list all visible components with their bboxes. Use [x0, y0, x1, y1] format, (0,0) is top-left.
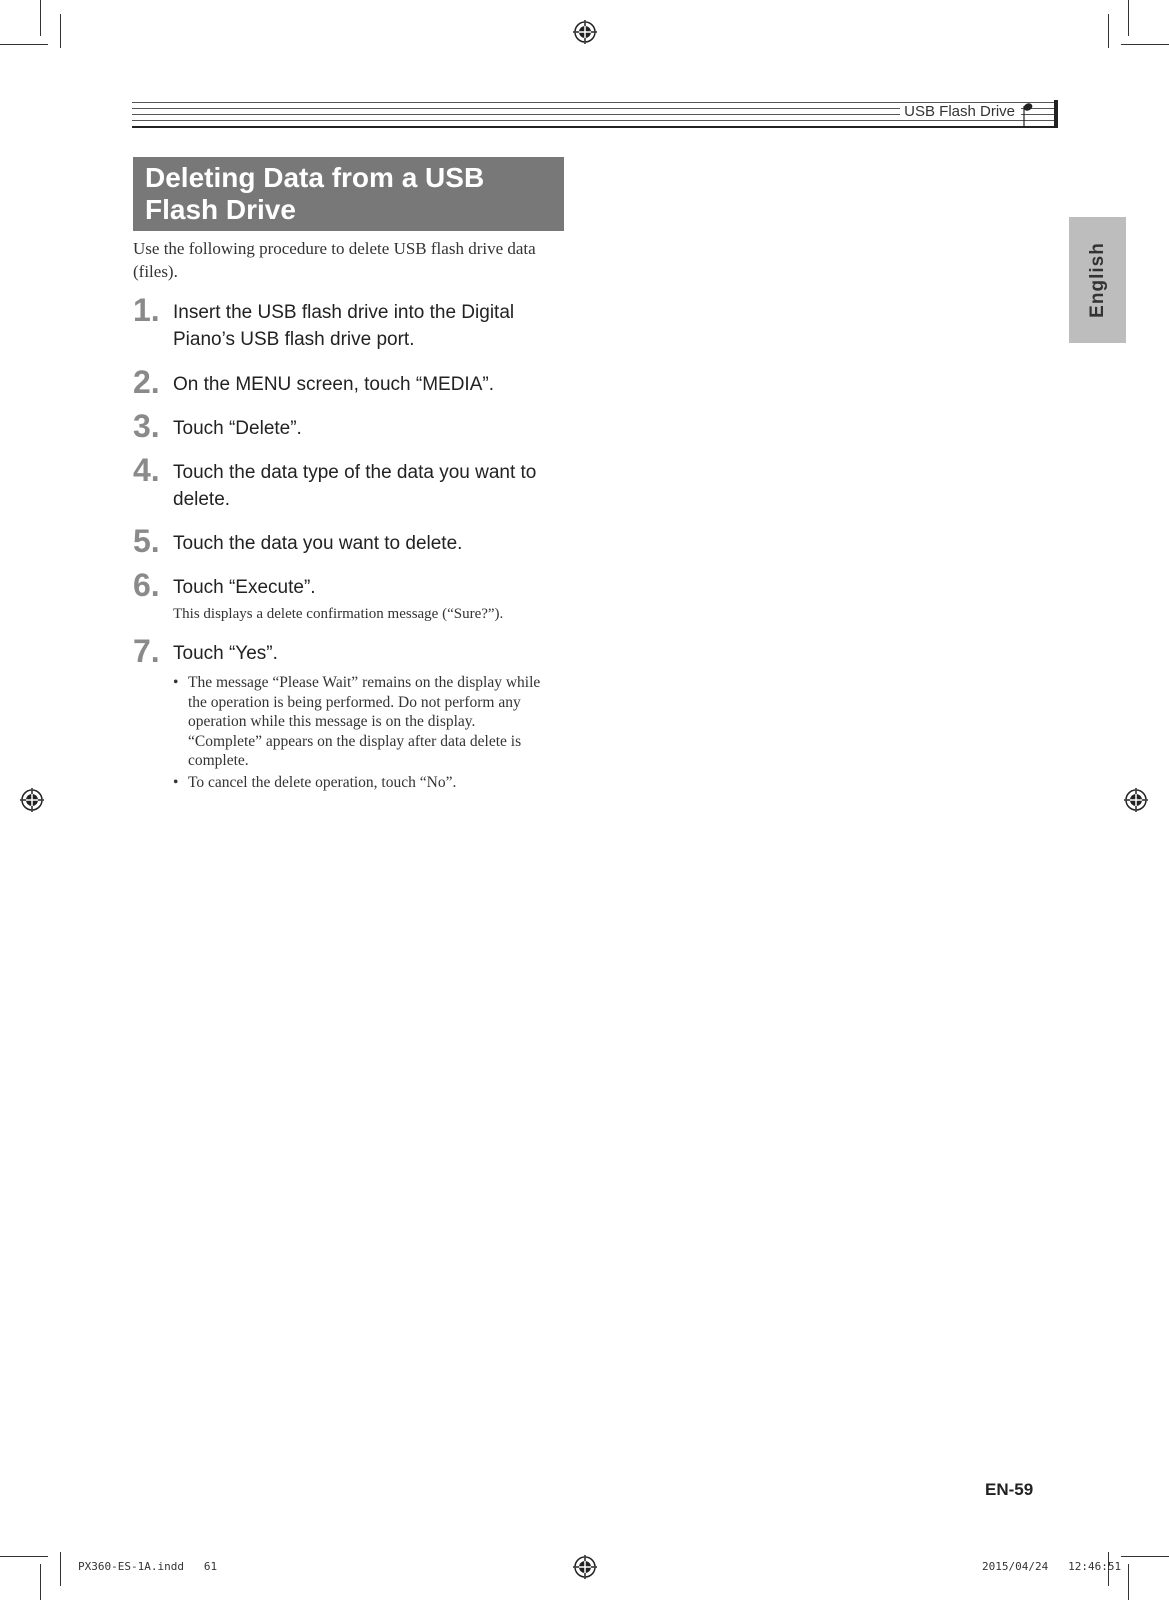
file-slug: PX360-ES-1A.indd 61 — [78, 1560, 218, 1573]
step-text: Touch “Delete”. — [173, 418, 302, 439]
step-text: Touch the data type of the data you want to delete. — [173, 462, 537, 510]
bullet-text: The message “Please Wait” remains on the display while the operation is being performed. Do not perform any operation while this message is on the display. “Complete” appears on the display after data delete is complete. — [188, 674, 541, 769]
step-number: 3. — [133, 408, 160, 444]
intro-text: Use the following procedure to delete USB flash drive data (files). — [133, 239, 536, 281]
step-number: 7. — [133, 633, 160, 669]
header-bar — [1054, 100, 1058, 128]
step-text: On the MENU screen, touch “MEDIA”. — [173, 374, 494, 395]
crop-mark-top-left-h — [0, 44, 48, 45]
step-4 — [133, 452, 573, 513]
crop-mark-bottom-left-v — [40, 1564, 41, 1600]
crop-mark-top-right-v — [1128, 0, 1129, 36]
step-number: 5. — [133, 523, 160, 559]
crop-mark-bottom-right-h — [1121, 1556, 1169, 1557]
crop-mark-top-right-h — [1121, 44, 1169, 45]
crop-mark-top-left-v2 — [60, 14, 61, 48]
step-6 — [133, 567, 573, 624]
step-text: Touch the data you want to delete. — [173, 533, 463, 554]
language-tab — [1069, 217, 1126, 343]
step-text: Touch “Yes”. — [173, 643, 278, 664]
step-7 — [133, 633, 573, 794]
registration-mark-icon — [20, 788, 44, 812]
header-title: USB Flash Drive — [900, 103, 1021, 120]
crop-mark-top-left-v — [40, 0, 41, 36]
language-tab-label: English — [1086, 242, 1108, 318]
registration-mark-icon — [1124, 788, 1148, 812]
section-heading — [133, 157, 564, 231]
step-2 — [133, 364, 573, 400]
page-number: EN-59 — [985, 1480, 1034, 1499]
bullet-text: To cancel the delete operation, touch “No”. — [188, 773, 457, 791]
bullet-item: • The message “Please Wait” remains on the display while the operation is being performed. Do not perform any operation while this message is on the display. “Complete” appears on the display after data delete is complete. — [173, 674, 541, 769]
running-header — [132, 100, 1058, 128]
crop-mark-bottom-left-h — [0, 1556, 48, 1557]
bullet-list — [173, 673, 543, 792]
step-text: Touch “Execute”. — [173, 577, 316, 598]
section-heading-line2: Flash Drive — [145, 194, 296, 225]
step-number: 4. — [133, 452, 160, 488]
crop-mark-top-right-v2 — [1108, 14, 1109, 48]
step-text: Insert the USB flash drive into the Digital Piano’s USB flash drive port. — [173, 302, 515, 350]
step-number: 1. — [133, 292, 160, 328]
registration-mark-icon — [573, 20, 597, 44]
bullet-item: • To cancel the delete operation, touch “No”. — [173, 773, 457, 791]
date-slug: 2015/04/24 12:46:51 — [982, 1560, 1122, 1573]
step-3 — [133, 408, 573, 444]
step-number: 2. — [133, 364, 160, 400]
registration-mark-icon — [573, 1555, 597, 1579]
crop-mark-bottom-left-v2 — [60, 1552, 61, 1586]
step-note: This displays a delete confirmation message (“Sure?”). — [173, 606, 504, 622]
step-number: 6. — [133, 567, 160, 603]
section-heading-line1: Deleting Data from a USB — [145, 162, 485, 193]
step-5 — [133, 523, 573, 559]
music-note-icon — [1022, 102, 1034, 126]
step-1 — [133, 292, 573, 353]
crop-mark-bottom-right-v — [1128, 1564, 1129, 1600]
